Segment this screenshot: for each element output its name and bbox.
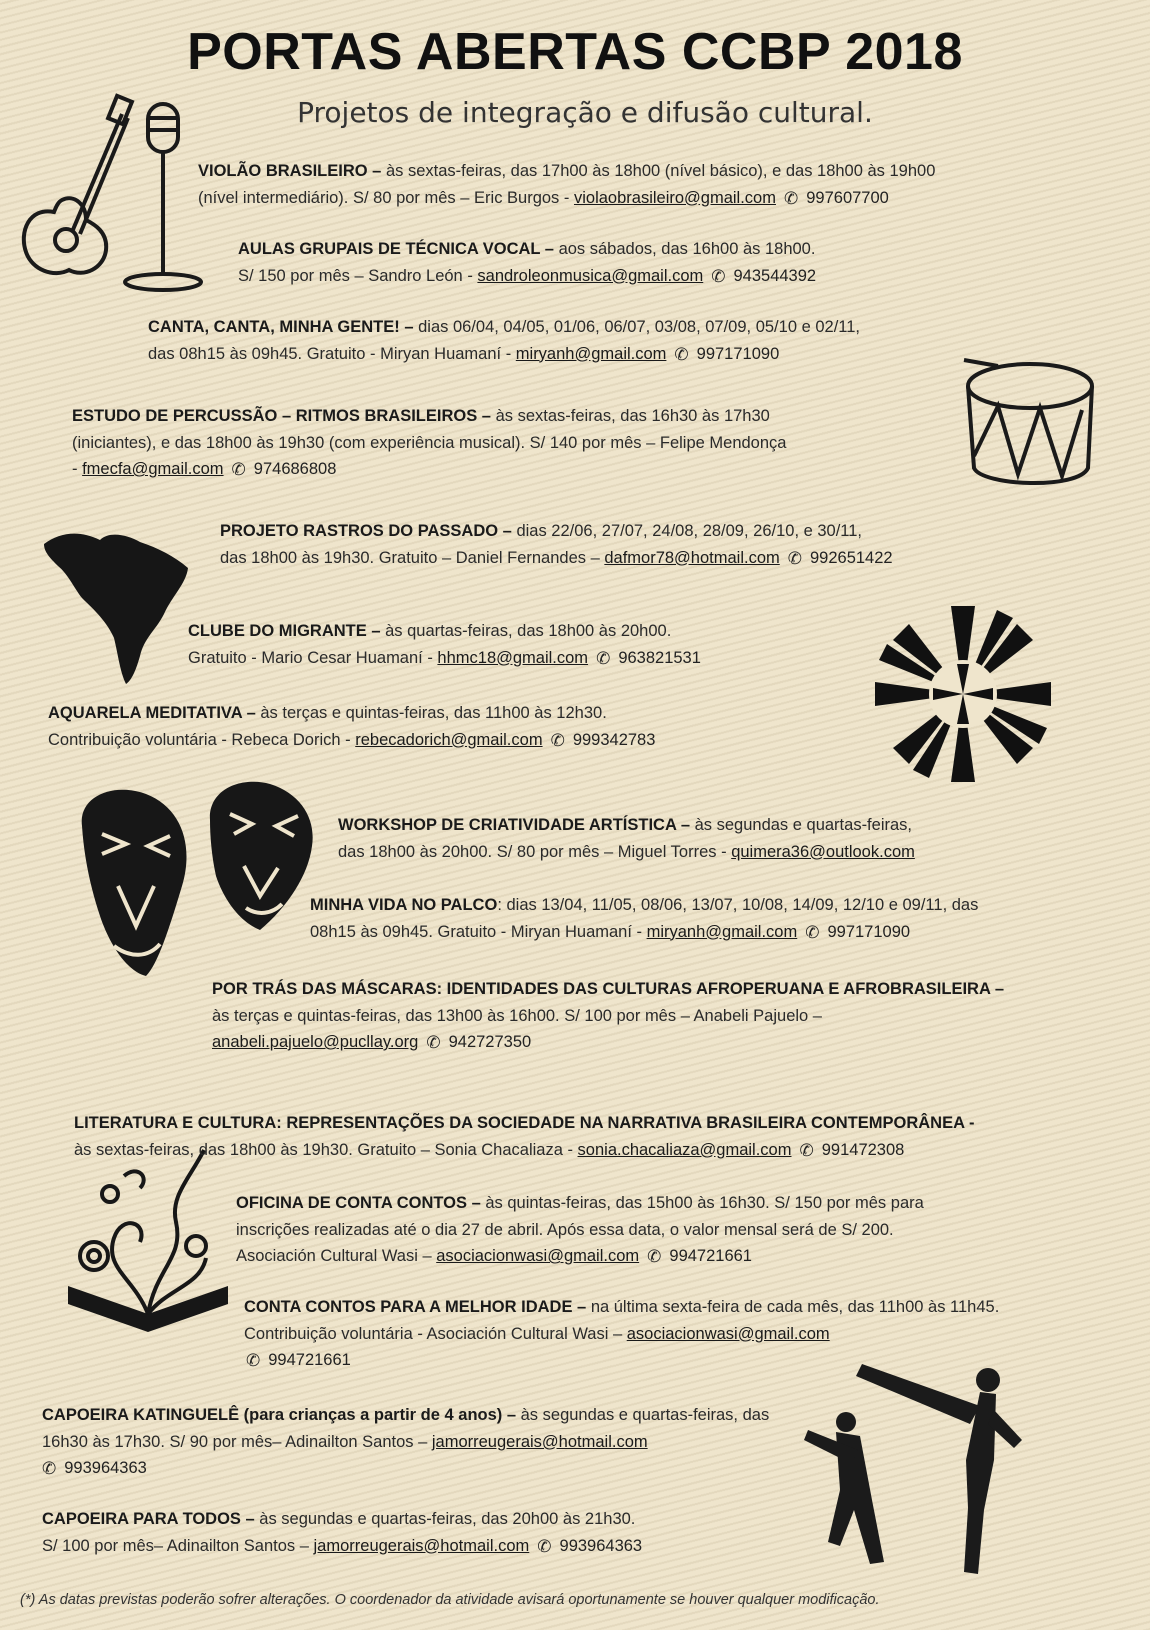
email-link[interactable]: violaobrasileiro@gmail.com <box>573 188 776 207</box>
activity-name: ESTUDO DE PERCUSSÃO – RITMOS BRASILEIROS – <box>72 407 491 425</box>
activity-schedule: às segundas e quartas-feiras, das <box>516 1406 770 1424</box>
activity-workshop <box>338 812 1098 865</box>
phone-number: 993964363 <box>64 1459 147 1477</box>
activity-schedule: na última sexta-feira de cada mês, das 11h00 às 11h45. <box>586 1298 1000 1316</box>
south-america-map-icon <box>40 522 190 687</box>
activity-name: CONTA CONTOS PARA A MELHOR IDADE – <box>244 1298 587 1316</box>
phone-icon: ✆ <box>550 730 565 750</box>
phone-number: 942727350 <box>448 1033 532 1051</box>
activity-schedule: às sextas-feiras, das 16h30 às 17h30 <box>490 407 770 425</box>
phone-icon: ✆ <box>674 344 689 364</box>
activity-capoeira-katinguele <box>42 1402 892 1483</box>
email-link[interactable]: sonia.chacaliaza@gmail.com <box>577 1140 792 1159</box>
phone-number: 999342783 <box>572 730 656 749</box>
activity-schedule: aos sábados, das 16h00 às 18h00. <box>553 240 816 258</box>
activity-schedule: às terças e quintas-feiras, das 11h00 às 12h30. <box>255 704 607 722</box>
phone-number: 997171090 <box>696 344 780 363</box>
activity-details: Contribuição voluntária - Asociación Cultural Wasi – <box>244 1324 627 1343</box>
phone-number: 997171090 <box>827 922 911 941</box>
activity-literatura <box>74 1110 1134 1164</box>
drum-icon <box>958 356 1108 501</box>
email-link[interactable]: rebecadorich@gmail.com <box>355 730 543 749</box>
phone-icon: ✆ <box>805 922 820 942</box>
activity-name: LITERATURA E CULTURA: REPRESENTAÇÕES DA SOCIEDADE NA NARRATIVA BRASILEIRA CONTEMPORÂNEA - <box>74 1114 975 1132</box>
activity-schedule: dias 06/04, 04/05, 01/06, 06/07, 03/08, 07/09, 05/10 e 02/11, <box>413 318 860 336</box>
phone-number: 994721661 <box>669 1247 752 1265</box>
email-link[interactable]: sandroleonmusica@gmail.com <box>477 266 704 285</box>
phone-number: 997607700 <box>806 188 889 207</box>
footnote: (*) As datas previstas poderão sofrer alterações. O coordenador da atividade avisará oportunamente se houver qualquer modificação. <box>20 1592 880 1608</box>
activity-schedule: às sextas-feiras, das 17h00 às 18h00 (nível básico), e das 18h00 às 19h00 <box>381 162 936 180</box>
email-link[interactable]: fmecfa@gmail.com <box>82 460 224 478</box>
activity-name: AULAS GRUPAIS DE TÉCNICA VOCAL – <box>238 240 554 258</box>
activity-oficina-conta-contos <box>236 1190 1116 1271</box>
email-link[interactable]: asociacionwasi@gmail.com <box>436 1247 640 1265</box>
activity-schedule: às quintas-feiras, das 15h00 às 16h30. S/ 150 por mês para <box>480 1194 924 1212</box>
activity-details: S/ 150 por mês – Sandro León - <box>238 266 478 285</box>
phone-number: 943544392 <box>733 266 817 285</box>
activity-name: MINHA VIDA NO PALCO <box>310 896 498 914</box>
activity-name: PROJETO RASTROS DO PASSADO – <box>220 522 512 540</box>
phone-icon: ✆ <box>783 188 799 208</box>
phone-icon: ✆ <box>799 1140 814 1160</box>
activity-details: (iniciantes), e das 18h00 às 19h30 (com experiência musical). S/ 140 por mês – Felipe Mendonça <box>72 433 787 452</box>
phone-icon: ✆ <box>246 1351 261 1370</box>
activity-name: CAPOEIRA KATINGUELÊ (para crianças a partir de 4 anos) – <box>42 1406 517 1424</box>
activity-name: OFICINA DE CONTA CONTOS – <box>236 1194 481 1212</box>
activity-details: S/ 100 por mês– Adinailton Santos – <box>42 1536 314 1555</box>
activity-aquarela <box>48 700 848 754</box>
phone-number: 974686808 <box>253 460 337 478</box>
activity-details: Contribuição voluntária - Rebeca Dorich - <box>48 730 356 749</box>
activity-capoeira-todos <box>42 1506 842 1560</box>
page-subtitle: Projetos de integração e difusão cultural. <box>297 96 873 129</box>
activity-details: 16h30 às 17h30. S/ 90 por mês– Adinailton Santos – <box>42 1432 432 1451</box>
phone-icon: ✆ <box>537 1536 552 1556</box>
activity-details: das 18h00 às 20h00. S/ 80 por mês – Miguel Torres - <box>338 842 732 861</box>
phone-icon: ✆ <box>231 460 246 479</box>
phone-icon: ✆ <box>787 548 802 568</box>
activity-name: VIOLÃO BRASILEIRO – <box>198 162 382 180</box>
email-link[interactable]: hhmc18@gmail.com <box>437 648 589 667</box>
email-link[interactable]: jamorreugerais@hotmail.com <box>313 1536 530 1555</box>
phone-icon: ✆ <box>647 1247 662 1266</box>
activity-percussao <box>72 403 942 484</box>
activity-name: CLUBE DO MIGRANTE – <box>188 622 381 640</box>
activity-details: (nível intermediário). S/ 80 por mês – Eric Burgos - <box>198 188 574 207</box>
email-link[interactable]: miryanh@gmail.com <box>646 922 798 941</box>
activity-name: AQUARELA MEDITATIVA – <box>48 704 256 722</box>
activity-details-cont: - <box>72 460 83 478</box>
activity-canta-canta <box>148 314 1108 368</box>
page-title: PORTAS ABERTAS CCBP 2018 <box>187 23 963 81</box>
activity-details: Gratuito - Mario Cesar Huamaní - <box>188 648 438 667</box>
activity-schedule: : dias 13/04, 11/05, 08/06, 13/07, 10/08, 14/09, 12/10 e 09/11, das <box>497 896 979 914</box>
activity-name: CAPOEIRA PARA TODOS – <box>42 1510 255 1528</box>
storybook-icon <box>64 1138 232 1348</box>
activity-name: CANTA, CANTA, MINHA GENTE! – <box>148 318 414 336</box>
activity-details-cont: Asociación Cultural Wasi – <box>236 1247 437 1265</box>
masks-icon <box>74 776 334 986</box>
email-link[interactable]: dafmor78@hotmail.com <box>604 548 780 567</box>
email-link[interactable]: anabeli.pajuelo@pucllay.org <box>212 1033 419 1051</box>
activity-schedule: às segundas e quartas-feiras, das 20h00 às 21h30. <box>254 1510 636 1528</box>
activity-details: inscrições realizadas até o dia 27 de abril. Após essa data, o valor mensal será de S/ 200. <box>236 1220 894 1239</box>
phone-number: 993964363 <box>559 1536 643 1555</box>
activity-details: às sextas-feiras, das 18h00 às 19h30. Gratuito – Sonia Chacaliaza - <box>74 1140 578 1159</box>
activity-schedule: às quartas-feiras, das 18h00 às 20h00. <box>380 622 672 640</box>
microphone-icon <box>120 96 210 296</box>
activity-schedule: às segundas e quartas-feiras, <box>690 816 912 834</box>
email-link[interactable]: miryanh@gmail.com <box>515 344 667 363</box>
phone-number: 992651422 <box>810 548 893 567</box>
email-link[interactable]: jamorreugerais@hotmail.com <box>431 1432 648 1451</box>
activity-details: às terças e quintas-feiras, das 13h00 às 16h00. S/ 100 por mês – Anabeli Pajuelo – <box>212 1006 822 1025</box>
phone-icon: ✆ <box>711 266 726 286</box>
activity-details: 08h15 às 09h45. Gratuito - Miryan Huamaní - <box>310 922 647 941</box>
activity-schedule: dias 22/06, 27/07, 24/08, 28/09, 26/10, e 30/11, <box>511 522 863 540</box>
activity-rastros <box>220 518 1100 572</box>
phone-number: 994721661 <box>268 1351 351 1369</box>
activity-vida-no-palco <box>310 892 1140 946</box>
activity-details: das 18h00 às 19h30. Gratuito – Daniel Fernandes – <box>220 548 605 567</box>
activity-name: POR TRÁS DAS MÁSCARAS: IDENTIDADES DAS CULTURAS AFROPERUANA E AFROBRASILEIRA – <box>212 980 1005 998</box>
phone-number: 991472308 <box>821 1140 905 1159</box>
phone-icon: ✆ <box>426 1033 441 1052</box>
activity-migrante <box>188 618 848 672</box>
email-link[interactable]: asociacionwasi@gmail.com <box>626 1324 830 1343</box>
activity-details: das 08h15 às 09h45. Gratuito - Miryan Huamaní - <box>148 344 516 363</box>
phone-icon: ✆ <box>42 1459 57 1478</box>
email-link[interactable]: quimera36@outlook.com <box>731 842 915 861</box>
activity-violao <box>198 158 1098 212</box>
activity-melhor-idade <box>244 1294 1134 1375</box>
target-icon <box>868 604 1058 784</box>
phone-number: 963821531 <box>618 648 701 667</box>
activity-name: WORKSHOP DE CRIATIVIDADE ARTÍSTICA – <box>338 816 691 834</box>
phone-icon: ✆ <box>596 648 611 668</box>
activity-tecnica-vocal <box>238 236 1098 290</box>
activity-mascaras <box>212 976 1132 1057</box>
